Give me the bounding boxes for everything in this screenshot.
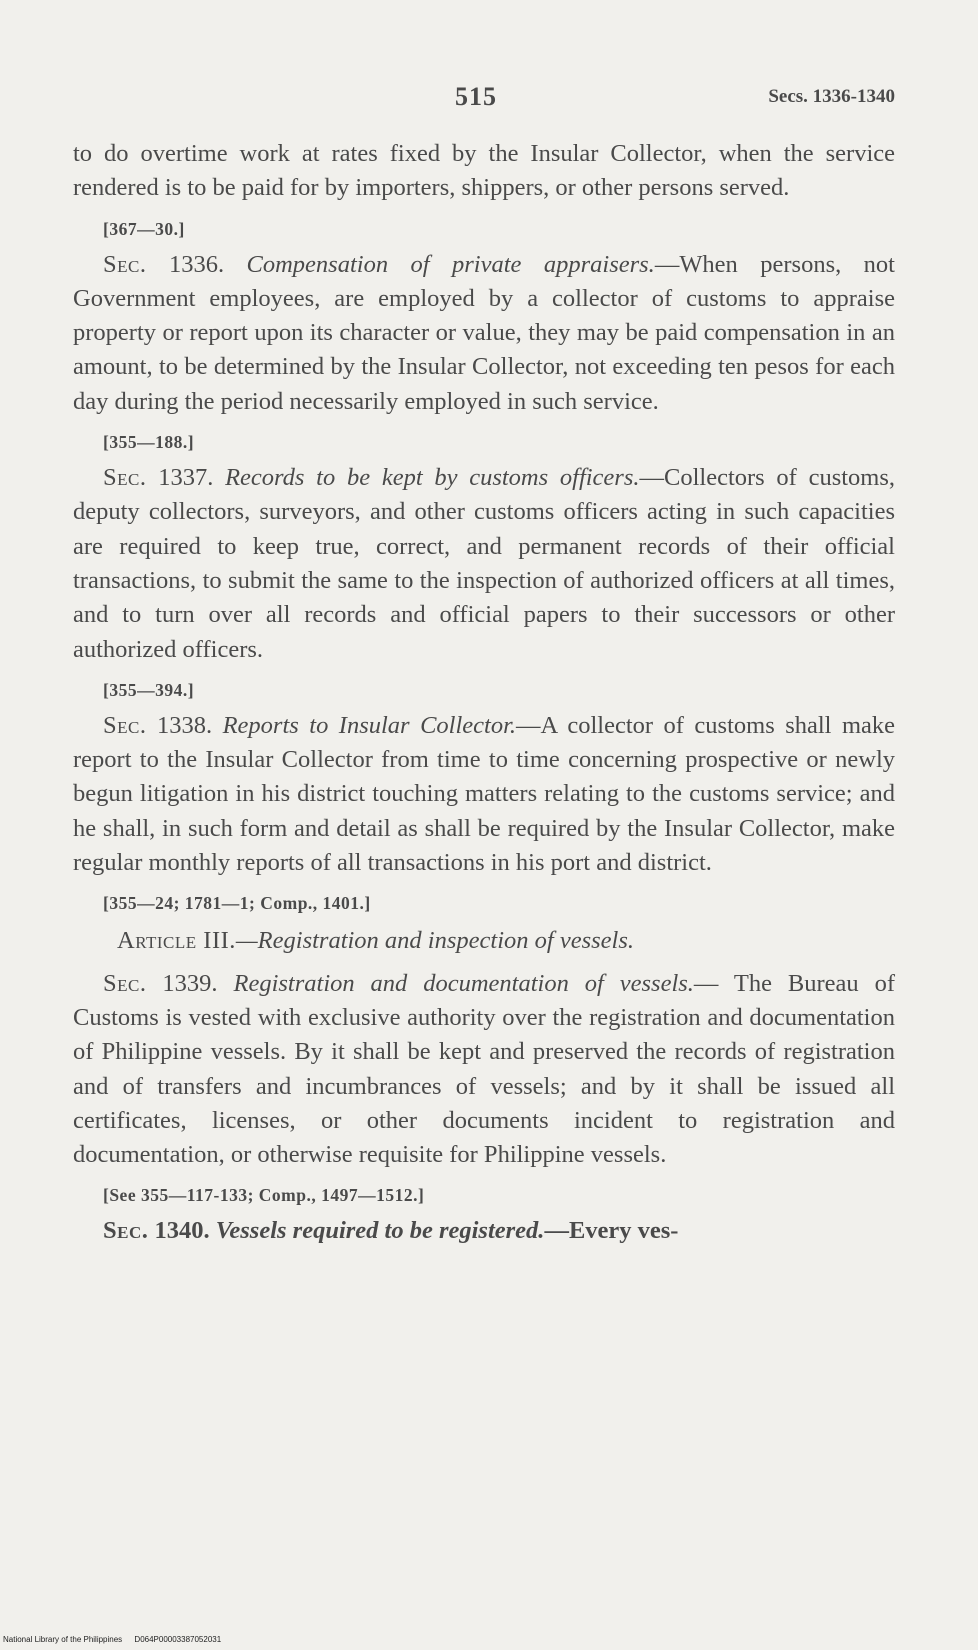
section-text: —Every ves-: [544, 1217, 679, 1245]
scan-footer: [3, 1635, 231, 1644]
section-label: Sec.: [103, 464, 147, 492]
section-1338: [73, 709, 895, 880]
section-1339-citation: [See 355—117-133; Comp., 1497—1512.]: [103, 1185, 425, 1206]
section-number: 1338.: [156, 711, 213, 739]
page-header: [0, 82, 978, 122]
section-1336: [73, 248, 895, 419]
section-number: 1336.: [168, 250, 225, 278]
intro-citation: [367—30.]: [103, 218, 185, 239]
section-text: —Collectors of customs, deputy collectors, surveyors, and other customs officers acting in such capacities are required to keep true, correct, and permanent records of their official transactions, to submit the same to the inspection of authorized officers at all times, and to turn over all records and official papers to their successors or other authorized officers.: [73, 464, 896, 663]
section-1338-citation: [355—24; 1781—1; Comp., 1401.]: [103, 893, 371, 914]
section-catchline: Records to be kept by customs officers.: [225, 464, 640, 492]
section-number: 1337.: [158, 464, 214, 492]
page-number: 515: [455, 82, 497, 111]
section-1337-citation: [355—394.]: [103, 679, 195, 700]
section-catchline: Reports to Insular Collector.: [222, 711, 517, 739]
article-label: Article III.: [117, 927, 236, 955]
section-catchline: Registration and documentation of vessels.: [233, 969, 694, 997]
section-text: —A collector of customs shall make report to the Insular Collector from time to time concerning prospective or newly begun litigation in his district touching matters relating to the customs service; and he shall, in such form and detail as shall be required by the Insular Collector, make regular monthly reports of all transactions in his port and district.: [73, 711, 896, 877]
sections-reference: Secs. 1336-1340: [768, 86, 895, 107]
section-label: Sec.: [103, 250, 147, 278]
section-label: Sec.: [103, 969, 147, 997]
section-1339: [73, 967, 895, 1173]
section-1336-citation: [355—188.]: [103, 432, 195, 453]
page-body: [73, 137, 895, 1249]
section-catchline: Compensation of private appraisers.: [246, 250, 655, 278]
section-catchline: Vessels required to be registered.: [215, 1217, 545, 1245]
section-number: 1340.: [154, 1217, 210, 1245]
article-title: —Registration and inspection of vessels.: [235, 927, 634, 955]
scan-code: D064P00003387052031: [134, 1635, 222, 1644]
section-1337: [73, 461, 895, 667]
section-text: — The Bureau of Customs is vested with exclusive authority over the registration and documentation of Philippine vessels. By it shall be kept and preserved the records of registration and of transfers and incumbrances of vessels; and by it shall be issued all certificates, licenses, or other documents incident to registration and documentation, or otherwise requisite for Philippine vessels.: [73, 969, 896, 1169]
library-name: National Library of the Philippines: [3, 1635, 123, 1644]
intro-paragraph: to do overtime work at rates fixed by the Insular Collector, when the service rendered is to be paid for by importers, shippers, or other persons served.: [73, 140, 895, 202]
section-text: —When persons, not Government employees, are employed by a collector of customs to appraise property or report upon its character or value, they may be paid compensation in an amount, to be determined by the Insular Collector, not exceeding ten pesos for each day during the period necessarily employed in such service.: [73, 250, 895, 415]
section-number: 1339.: [162, 969, 218, 997]
section-label: Sec.: [103, 711, 147, 739]
article-heading: [73, 924, 895, 958]
section-label: Sec.: [103, 1217, 149, 1245]
section-1340: [73, 1214, 895, 1248]
